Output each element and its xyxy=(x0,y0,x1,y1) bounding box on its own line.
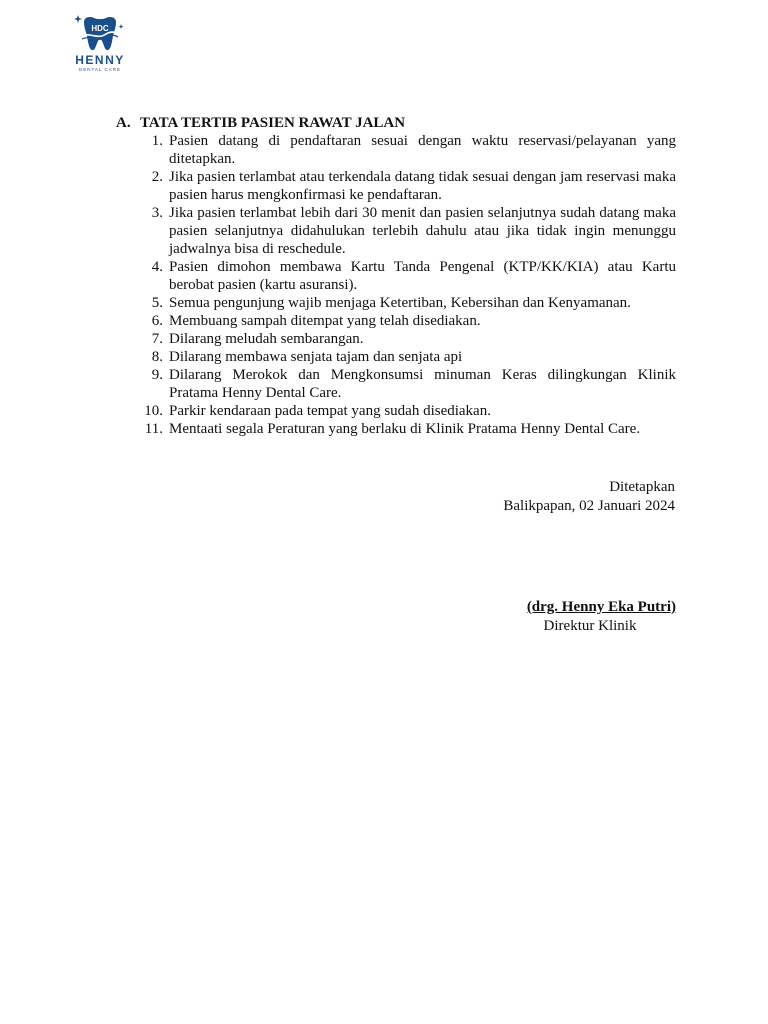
rule-item xyxy=(116,402,676,420)
rule-text: Pasien dimohon membawa Kartu Tanda Pengenal (KTP/KK/KIA) atau Kartu berobat pasien (kartu asuransi). xyxy=(169,259,676,293)
rule-text: Dilarang membawa senjata tajam dan senjata api xyxy=(169,349,463,365)
signatory-name: (drg. Henny Eka Putri) xyxy=(526,599,676,615)
rule-text: Parkir kendaraan pada tempat yang sudah disediakan. xyxy=(169,403,491,419)
rule-text: Dilarang Merokok dan Mengkonsumsi minuman Keras dilingkungan Klinik Pratama Henny Dental Care. xyxy=(169,367,676,401)
section-title: TATA TERTIB PASIEN RAWAT JALAN xyxy=(140,115,406,131)
rule-text: Jika pasien terlambat lebih dari 30 menit dan pasien selanjutnya sudah datang maka pasien selanjutnya didahulukan terlebih dahulu atau jika tidak ingin menunggu jadwalnya bisa di reschedule. xyxy=(169,205,676,257)
rule-number: 9. xyxy=(151,367,163,383)
rule-number: 2. xyxy=(151,169,163,185)
decree-block xyxy=(503,478,675,516)
rule-item xyxy=(116,204,676,258)
rule-item xyxy=(116,348,676,366)
rule-number: 3. xyxy=(151,205,163,221)
rule-item xyxy=(116,168,676,204)
section-heading xyxy=(116,114,676,132)
rule-item xyxy=(116,294,676,312)
tooth-icon xyxy=(70,12,130,56)
svg-text:HDC: HDC xyxy=(91,24,109,33)
rule-number: 11. xyxy=(144,421,163,437)
decree-place-date: Balikpapan, 02 Januari 2024 xyxy=(503,498,675,514)
logo-name: HENNY xyxy=(75,53,125,67)
rule-number: 7. xyxy=(151,331,163,347)
logo-subtitle: DENTAL CARE xyxy=(78,67,121,72)
rule-text: Mentaati segala Peraturan yang berlaku di Klinik Pratama Henny Dental Care. xyxy=(169,421,641,437)
rule-number: 8. xyxy=(151,349,163,365)
section-letter: A. xyxy=(116,115,131,131)
rule-item xyxy=(116,366,676,402)
rule-text: Jika pasien terlambat atau terkendala datang tidak sesuai dengan jam reservasi maka pasien harus mengkonfirmasi ke pendaftaran. xyxy=(169,169,676,203)
rule-number: 10. xyxy=(144,403,163,419)
rule-item xyxy=(116,420,676,438)
rule-item xyxy=(116,330,676,348)
rule-number: 1. xyxy=(151,133,163,149)
rule-text: Dilarang meludah sembarangan. xyxy=(169,331,364,347)
rule-number: 4. xyxy=(151,259,163,275)
rules-list xyxy=(116,132,676,438)
rule-item xyxy=(116,258,676,294)
rules-section xyxy=(116,114,676,438)
rule-item xyxy=(116,312,676,330)
rule-number: 6. xyxy=(151,313,163,329)
rule-number: 5. xyxy=(151,295,163,311)
clinic-logo xyxy=(70,12,130,74)
signature-block xyxy=(500,598,676,636)
rule-item xyxy=(116,132,676,168)
rule-text: Semua pengunjung wajib menjaga Ketertiban, Kebersihan dan Kenyamanan. xyxy=(169,295,631,311)
signatory-role: Direktur Klinik xyxy=(543,618,637,634)
rule-text: Pasien datang di pendaftaran sesuai dengan waktu reservasi/pelayanan yang ditetapkan. xyxy=(169,133,676,167)
decree-label: Ditetapkan xyxy=(609,479,675,495)
rule-text: Membuang sampah ditempat yang telah disediakan. xyxy=(169,313,481,329)
